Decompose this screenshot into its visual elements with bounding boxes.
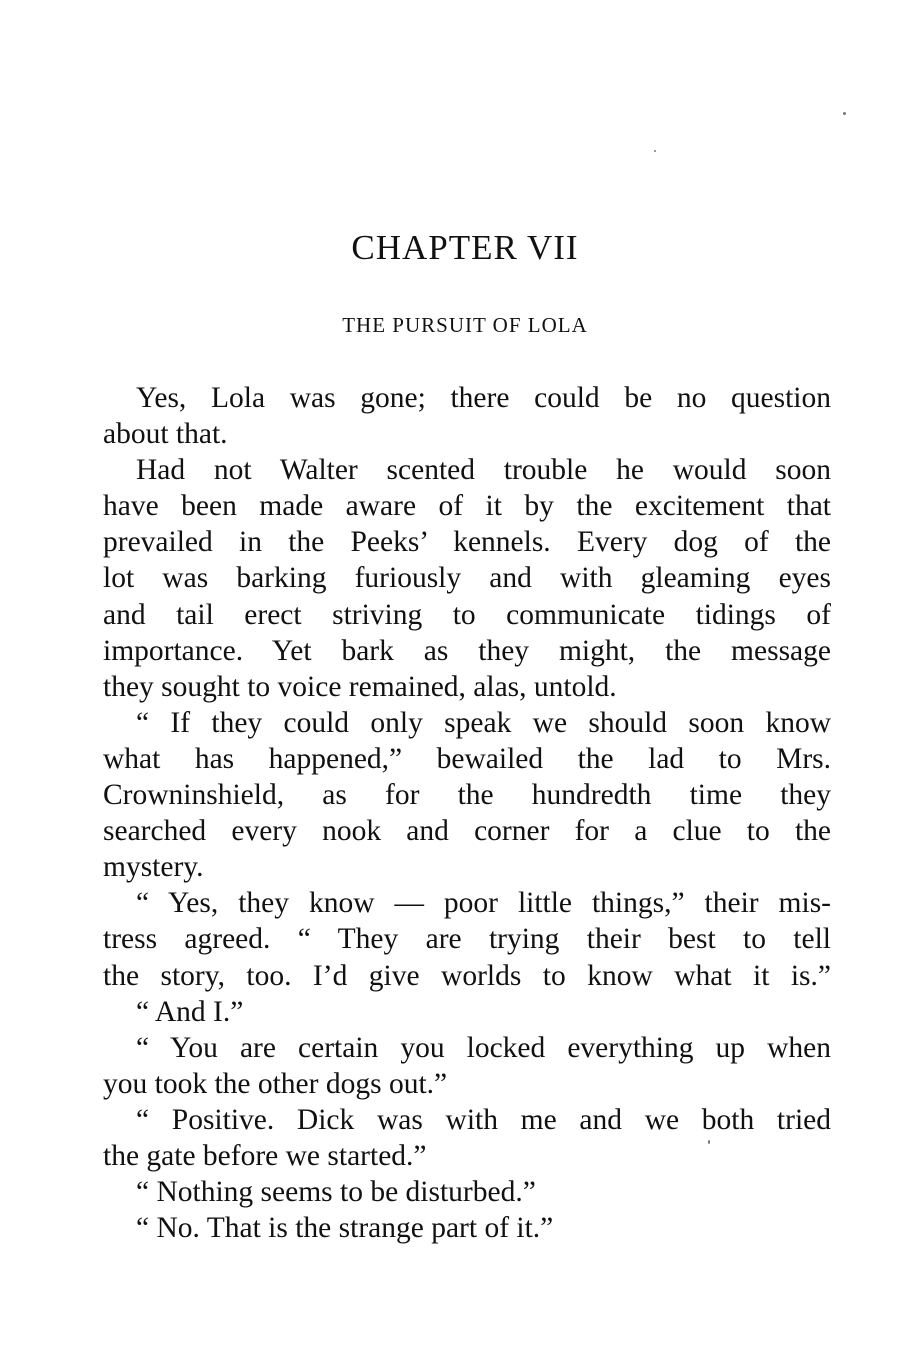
text-line: what has happened,” bewailed the lad to Mrs. [103, 742, 831, 775]
text-line: have been made aware of it by the excitement that [103, 490, 831, 523]
text-line: Yes, Lola was gone; there could be no question [136, 382, 831, 414]
chapter-title: CHAPTER VII [351, 228, 579, 267]
text-line: prevailed in the Peeks’ kennels. Every dog of the [103, 526, 831, 559]
text-line: “ Positive. Dick was with me and we both tried [136, 1103, 831, 1136]
text-line: “ No. That is the strange part of it.” [136, 1212, 554, 1245]
text-line: lot was barking furiously and with gleaming eyes [103, 562, 831, 595]
text-line: searched every nook and corner for a clue to the [103, 815, 831, 848]
text-line: “ Yes, they know — poor little things,” their mis- [136, 887, 831, 920]
text-line: “ If they could only speak we should soon know [136, 706, 831, 739]
print-speck [843, 112, 846, 115]
text-line: the gate before we started.” [103, 1139, 427, 1172]
print-speck [654, 150, 656, 152]
text-line: “ Nothing seems to be disturbed.” [136, 1176, 536, 1209]
text-line: Had not Walter scented trouble he would soon [136, 454, 831, 487]
text-line: mystery. [103, 851, 204, 884]
text-line: they sought to voice remained, alas, untold. [103, 670, 617, 703]
chapter-subtitle: THE PURSUIT OF LOLA [342, 313, 588, 337]
text-line: and tail erect striving to communicate tidings of [103, 598, 831, 631]
text-line: you took the other dogs out.” [103, 1067, 448, 1100]
text-line: Crowninshield, as for the hundredth time they [103, 779, 831, 812]
text-line: “ And I.” [136, 995, 244, 1028]
text-line: importance. Yet bark as they might, the message [103, 634, 831, 667]
text-line: about that. [103, 418, 228, 451]
text-line: “ You are certain you locked everything up when [136, 1031, 831, 1064]
body-text [103, 380, 831, 1246]
text-line: the story, too. I’d give worlds to know what it is.” [103, 959, 831, 992]
text-line: tress agreed. “ They are trying their best to tell [103, 923, 831, 956]
